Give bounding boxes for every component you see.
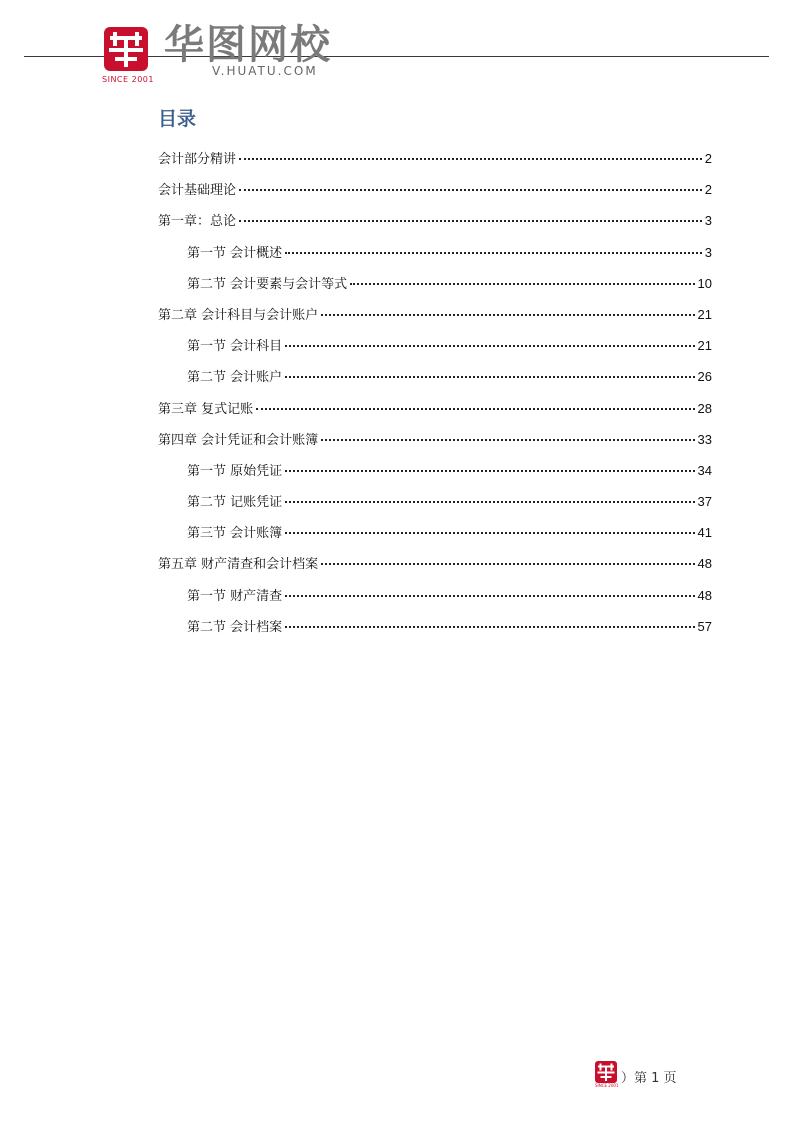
toc-entry[interactable] bbox=[158, 335, 712, 366]
toc-entry-label: 第五章 财产清查和会计档案 bbox=[158, 557, 319, 573]
logo-since-text: SINCE 2001 bbox=[102, 75, 154, 84]
toc-entry-label: 会计部分精讲 bbox=[158, 152, 237, 167]
toc-entry[interactable] bbox=[158, 460, 712, 491]
toc-dot-leader bbox=[321, 438, 694, 441]
huatu-logo bbox=[100, 24, 360, 86]
toc-entry-page: 2 bbox=[704, 182, 712, 198]
toc-entry-page: 21 bbox=[697, 338, 712, 354]
toc-entry-label: 第一节 原始凭证 bbox=[187, 463, 283, 479]
toc-entry[interactable] bbox=[158, 491, 712, 522]
toc-entry[interactable] bbox=[158, 242, 712, 273]
toc-entry[interactable] bbox=[158, 210, 712, 241]
toc-dot-leader bbox=[350, 282, 694, 285]
footer-page-number: ）第 1 页 bbox=[621, 1071, 677, 1086]
toc-entry[interactable] bbox=[158, 585, 712, 616]
toc-entry-page: 34 bbox=[697, 462, 712, 478]
toc-dot-leader bbox=[285, 344, 694, 347]
toc-entry-label: 会计基础理论 bbox=[158, 183, 237, 199]
toc-entry[interactable] bbox=[158, 304, 712, 335]
footer-logo-icon bbox=[595, 1061, 617, 1083]
toc-entry-label: 第二节 记账凭证 bbox=[187, 495, 283, 511]
toc-entry[interactable] bbox=[158, 148, 712, 179]
toc-entry-page: 48 bbox=[697, 587, 712, 603]
toc-entry-label: 第二节 会计账户 bbox=[187, 370, 283, 386]
toc-entry[interactable] bbox=[158, 429, 712, 460]
toc-list bbox=[158, 148, 712, 647]
toc-entry-label: 第二节 会计要素与会计等式 bbox=[187, 276, 348, 292]
toc-dot-leader bbox=[285, 469, 694, 472]
toc-entry[interactable] bbox=[158, 273, 712, 304]
toc-entry-page: 28 bbox=[697, 400, 712, 416]
toc-entry-label: 第二章 会计科目与会计账户 bbox=[158, 307, 319, 323]
toc-dot-leader bbox=[285, 531, 694, 534]
toc-entry-page: 21 bbox=[697, 306, 712, 322]
toc-entry-page: 3 bbox=[704, 213, 712, 229]
toc-dot-leader bbox=[239, 157, 702, 160]
footer-since-text: SINCE 2001 bbox=[595, 1083, 619, 1088]
toc-entry-page: 33 bbox=[697, 431, 712, 447]
toc-dot-leader bbox=[321, 562, 694, 565]
toc-entry-page: 57 bbox=[697, 618, 712, 634]
toc-dot-leader bbox=[285, 251, 702, 254]
toc-dot-leader bbox=[285, 625, 694, 628]
huatu-logo-mark-icon bbox=[104, 27, 148, 71]
toc-entry-label: 第四章 会计凭证和会计账簿 bbox=[158, 432, 319, 448]
toc-entry-page: 37 bbox=[697, 494, 712, 510]
toc-entry-label: 第三节 会计账簿 bbox=[187, 526, 283, 542]
toc-entry-page: 10 bbox=[697, 275, 712, 291]
toc-entry-page: 2 bbox=[704, 151, 712, 166]
toc-entry-label: 第一节 财产清查 bbox=[187, 588, 283, 604]
toc-dot-leader bbox=[285, 594, 694, 597]
toc-dot-leader bbox=[321, 313, 694, 316]
logo-brand-name: 华图网校 bbox=[164, 22, 332, 68]
toc-entry[interactable] bbox=[158, 616, 712, 647]
toc-entry[interactable] bbox=[158, 366, 712, 397]
toc-entry-page: 41 bbox=[697, 525, 712, 541]
toc-dot-leader bbox=[285, 500, 694, 503]
toc-dot-leader bbox=[239, 219, 702, 222]
toc-dot-leader bbox=[239, 188, 702, 191]
toc-entry-page: 3 bbox=[704, 244, 712, 260]
toc-entry-label: 第一节 会计科目 bbox=[187, 339, 283, 355]
logo-url-text: V.HUATU.COM bbox=[212, 64, 318, 78]
toc-entry[interactable] bbox=[158, 553, 712, 584]
toc-dot-leader bbox=[285, 375, 694, 378]
toc-entry-label: 第二节 会计档案 bbox=[187, 619, 283, 635]
toc-entry-label: 第三章 复式记账 bbox=[158, 401, 254, 417]
toc-entry[interactable] bbox=[158, 522, 712, 553]
toc-entry-label: 第一章：总论 bbox=[158, 214, 237, 230]
toc-entry-page: 48 bbox=[697, 556, 712, 572]
toc-entry[interactable] bbox=[158, 179, 712, 210]
toc-entry-page: 26 bbox=[697, 369, 712, 385]
toc-dot-leader bbox=[256, 407, 694, 410]
toc-title: 目录 bbox=[158, 108, 197, 130]
toc-entry[interactable] bbox=[158, 398, 712, 429]
toc-entry-label: 第一节 会计概述 bbox=[187, 245, 283, 261]
page-footer bbox=[595, 1061, 695, 1091]
